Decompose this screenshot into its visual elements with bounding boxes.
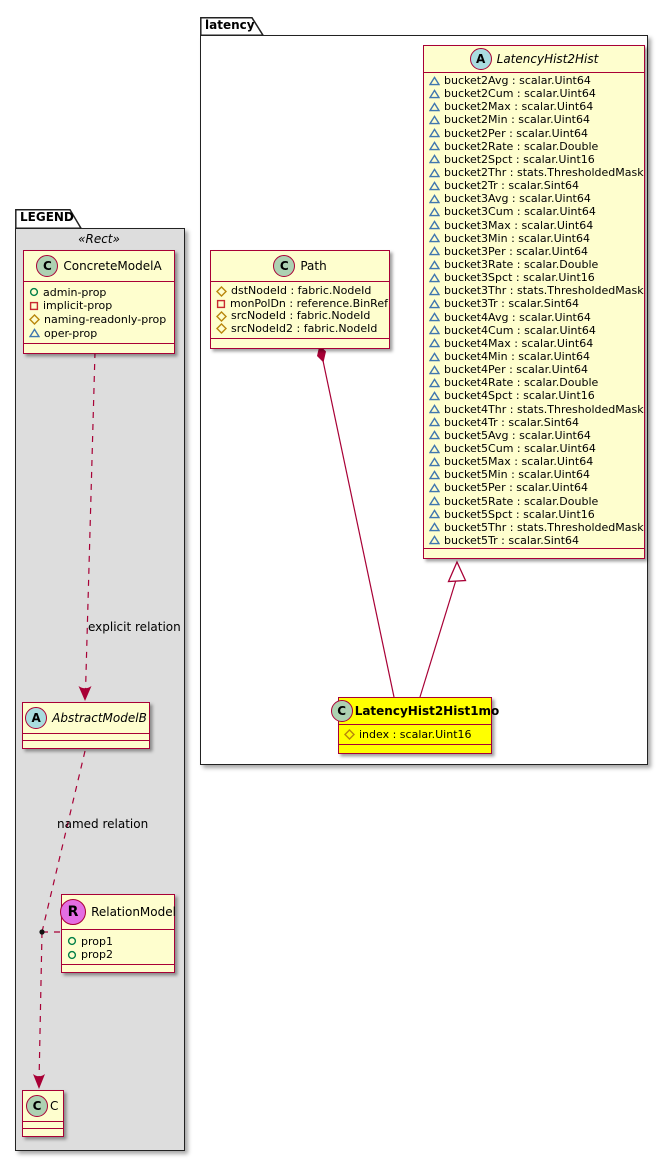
class-title [23, 1091, 63, 1122]
package-latency-label: latency [205, 18, 255, 32]
attribute-row [429, 350, 639, 363]
attribute-text: bucket2Spct : scalar.Uint16 [444, 152, 595, 166]
class-name: LatencyHist2Hist1mo [354, 704, 500, 718]
attribute-text: bucket5Thr : stats.ThresholdedMask [444, 520, 644, 534]
attribute-text: bucket2Min : scalar.Uint64 [444, 113, 590, 127]
oper-prop-triangle-icon [429, 417, 440, 427]
oper-prop-triangle-icon [429, 378, 440, 388]
oper-prop-triangle-icon [429, 286, 440, 296]
attribute-text: bucket4Spct : scalar.Uint16 [444, 389, 595, 403]
attribute-text: bucket3Thr : stats.ThresholdedMask [444, 284, 644, 298]
class-name: LatencyHist2Hist [496, 52, 599, 66]
attribute-text: bucket5Avg : scalar.Uint64 [444, 428, 591, 442]
attribute-text: prop2 [81, 948, 113, 962]
class-title [24, 251, 174, 282]
attribute-text: bucket3Avg : scalar.Uint64 [444, 192, 591, 206]
attribute-text: bucket4Min : scalar.Uint64 [444, 349, 590, 363]
class-concretemodela [23, 250, 175, 354]
package-legend-label: LEGEND [20, 210, 74, 224]
class-abstractmodelb [22, 702, 150, 749]
attribute-row [29, 299, 169, 313]
implicit-prop-square-icon [216, 299, 226, 309]
attribute-text: srcNodeId : fabric.NodeId [231, 309, 371, 322]
oper-prop-triangle-icon [429, 128, 440, 138]
oper-prop-triangle-icon [429, 391, 440, 401]
attribute-row [429, 402, 644, 416]
attribute-text: bucket4Cum : scalar.Uint64 [444, 323, 596, 337]
class-methods-empty [424, 548, 644, 558]
attribute-text: bucket2Rate : scalar.Double [444, 139, 599, 153]
attribute-text: bucket4Thr : stats.ThresholdedMask [444, 402, 644, 416]
class-icon: C [273, 255, 295, 277]
attribute-row [216, 285, 384, 298]
readonly-prop-diamond-icon [216, 311, 227, 322]
attribute-row [429, 74, 639, 87]
attribute-row [29, 326, 169, 340]
attribute-row [429, 481, 639, 494]
class-relationmodel [61, 894, 175, 973]
attribute-text: bucket5Cum : scalar.Uint64 [444, 441, 596, 455]
attribute-row [429, 534, 639, 547]
attribute-row [429, 100, 639, 113]
attribute-row [429, 429, 639, 442]
attribute-text: dstNodeId : fabric.NodeId [231, 284, 372, 297]
legend-stereotype: «Rect» [78, 232, 120, 246]
oper-prop-triangle-icon [429, 365, 440, 375]
attribute-row [429, 508, 639, 521]
oper-prop-triangle-icon [429, 76, 440, 86]
attribute-row [429, 140, 639, 153]
class-methods-empty [24, 343, 174, 353]
attribute-row [429, 284, 644, 298]
readonly-prop-diamond-icon [29, 314, 40, 325]
class-title [23, 703, 149, 734]
oper-prop-triangle-icon [429, 89, 440, 99]
class-methods-empty [62, 964, 174, 972]
attribute-row [429, 363, 639, 376]
oper-prop-triangle-icon [429, 457, 440, 467]
attribute-text: bucket2Tr : scalar.Sint64 [444, 179, 580, 193]
attribute-row [216, 310, 384, 323]
attribute-text: bucket5Min : scalar.Uint64 [444, 468, 590, 482]
attribute-row [429, 455, 639, 468]
attribute-text: naming-readonly-prop [44, 312, 167, 326]
attribute-row [429, 416, 639, 429]
oper-prop-triangle-icon [429, 246, 440, 256]
attribute-text: bucket5Tr : scalar.Sint64 [444, 533, 580, 547]
attribute-text: bucket5Per : scalar.Uint64 [444, 481, 589, 495]
attribute-text: oper-prop [44, 326, 98, 340]
attribute-row [429, 245, 639, 258]
class-latencyhist2hist [423, 45, 645, 559]
attribute-row [429, 311, 639, 324]
oper-prop-triangle-icon [429, 102, 440, 112]
attribute-text: bucket3Cum : scalar.Uint64 [444, 205, 596, 219]
attribute-text: admin-prop [43, 285, 107, 299]
oper-prop-triangle-icon [429, 470, 440, 480]
class-icon: C [26, 1095, 48, 1117]
attribute-row [429, 297, 639, 310]
oper-prop-triangle-icon [429, 352, 440, 362]
package-latency-tab [200, 17, 266, 36]
class-attributes [62, 930, 174, 964]
class-icon: C [331, 700, 353, 722]
oper-prop-triangle-icon [429, 483, 440, 493]
class-attributes [211, 282, 389, 338]
class-name: AbstractModelB [52, 711, 147, 725]
attribute-row [429, 520, 644, 534]
attribute-text: bucket4Max : scalar.Uint64 [444, 336, 594, 350]
oper-prop-triangle-icon [429, 181, 440, 191]
attribute-text: bucket4Rate : scalar.Double [444, 376, 599, 390]
attribute-text: bucket5Rate : scalar.Double [444, 494, 599, 508]
class-icon: C [36, 255, 58, 277]
attribute-text: bucket3Rate : scalar.Double [444, 257, 599, 271]
attribute-row [429, 113, 639, 126]
attribute-row [429, 87, 639, 100]
oper-prop-triangle-icon [429, 273, 440, 283]
oper-prop-triangle-icon [429, 220, 440, 230]
oper-prop-triangle-icon [429, 535, 440, 545]
attribute-row [429, 495, 639, 508]
class-name: ConcreteModelA [63, 259, 162, 273]
admin-prop-circle-icon [67, 950, 77, 960]
attribute-row [429, 389, 639, 402]
attribute-row [29, 285, 169, 299]
package-legend-body [15, 228, 185, 1151]
oper-prop-triangle-icon [429, 260, 440, 270]
explicit-relation-label: explicit relation [88, 620, 181, 634]
oper-prop-triangle-icon [429, 338, 440, 348]
attribute-row [429, 271, 639, 284]
class-c [22, 1090, 64, 1137]
class-title [62, 895, 174, 930]
attribute-row [429, 324, 639, 337]
attribute-row [429, 165, 644, 179]
attribute-text: bucket5Max : scalar.Uint64 [444, 455, 594, 469]
abstract-class-icon: A [25, 707, 47, 729]
oper-prop-triangle-icon [429, 168, 440, 178]
oper-prop-triangle-icon [429, 207, 440, 217]
attribute-row [429, 153, 639, 166]
attribute-text: bucket3Tr : scalar.Sint64 [444, 297, 580, 311]
attribute-row [429, 192, 639, 205]
attribute-row [429, 258, 639, 271]
oper-prop-triangle-icon [429, 509, 440, 519]
readonly-prop-diamond-icon [216, 323, 227, 334]
class-attributes [24, 282, 174, 343]
oper-prop-triangle-icon [29, 328, 40, 338]
attribute-row [429, 468, 639, 481]
package-legend-tab [15, 209, 85, 229]
class-attributes [339, 725, 491, 744]
oper-prop-triangle-icon [429, 430, 440, 440]
oper-prop-triangle-icon [429, 522, 440, 532]
relation-class-icon: R [60, 899, 86, 925]
readonly-prop-diamond-icon [216, 286, 227, 297]
attribute-row [429, 127, 639, 140]
oper-prop-triangle-icon [429, 325, 440, 335]
class-name: RelationModel [91, 905, 176, 919]
oper-prop-triangle-icon [429, 194, 440, 204]
class-title [211, 251, 389, 282]
attribute-row [429, 179, 639, 192]
attribute-row [429, 219, 639, 232]
class-latencyhist2hist1mo [337, 697, 500, 754]
abstract-class-icon: A [470, 48, 492, 70]
class-name: Path [300, 259, 327, 273]
oper-prop-triangle-icon [429, 299, 440, 309]
attribute-row [429, 205, 639, 218]
oper-prop-triangle-icon [429, 496, 440, 506]
attribute-text: bucket2Thr : stats.ThresholdedMask [444, 165, 644, 179]
attribute-text: bucket3Min : scalar.Uint64 [444, 231, 590, 245]
class-name: C [50, 1099, 59, 1113]
attribute-text: bucket2Max : scalar.Uint64 [444, 100, 594, 114]
class-methods-empty [23, 740, 149, 748]
admin-prop-circle-icon [67, 936, 77, 946]
attribute-row [429, 232, 639, 245]
readonly-prop-diamond-icon [344, 729, 355, 740]
attribute-text: bucket3Max : scalar.Uint64 [444, 218, 594, 232]
class-title [337, 698, 500, 725]
class-methods-empty [23, 1128, 63, 1136]
attribute-text: bucket4Avg : scalar.Uint64 [444, 310, 591, 324]
attribute-text: bucket2Avg : scalar.Uint64 [444, 74, 591, 87]
oper-prop-triangle-icon [429, 444, 440, 454]
attribute-text: bucket4Tr : scalar.Sint64 [444, 415, 580, 429]
attribute-text: bucket3Per : scalar.Uint64 [444, 244, 589, 258]
oper-prop-triangle-icon [429, 115, 440, 125]
attribute-row [429, 376, 639, 389]
attribute-text: bucket2Per : scalar.Uint64 [444, 126, 589, 140]
oper-prop-triangle-icon [429, 154, 440, 164]
attribute-text: implicit-prop [43, 299, 113, 313]
attribute-row [29, 312, 169, 326]
named-relation-label: named relation [57, 817, 149, 831]
attribute-text: prop1 [81, 934, 113, 948]
implicit-prop-square-icon [29, 301, 39, 311]
class-title [424, 46, 644, 73]
attribute-row [344, 726, 486, 743]
attribute-text: bucket4Per : scalar.Uint64 [444, 363, 589, 377]
attribute-text: bucket5Spct : scalar.Uint16 [444, 507, 595, 521]
class-attributes [424, 73, 644, 548]
oper-prop-triangle-icon [429, 404, 440, 414]
class-path [210, 250, 390, 349]
class-methods-empty [211, 338, 389, 348]
attribute-row [67, 948, 169, 962]
attribute-text: srcNodeId2 : fabric.NodeId [231, 321, 378, 335]
admin-prop-circle-icon [29, 287, 39, 297]
attribute-text: index : scalar.Uint16 [359, 728, 472, 741]
class-methods-empty [339, 744, 491, 753]
oper-prop-triangle-icon [429, 233, 440, 243]
attribute-text: bucket2Cum : scalar.Uint64 [444, 87, 596, 101]
attribute-row [429, 442, 639, 455]
attribute-row [429, 337, 639, 350]
attribute-row [67, 934, 169, 948]
attribute-text: bucket3Spct : scalar.Uint16 [444, 271, 595, 285]
attribute-text: monPolDn : reference.BinRef [230, 296, 388, 310]
oper-prop-triangle-icon [429, 312, 440, 322]
oper-prop-triangle-icon [429, 141, 440, 151]
attribute-row [216, 323, 384, 336]
